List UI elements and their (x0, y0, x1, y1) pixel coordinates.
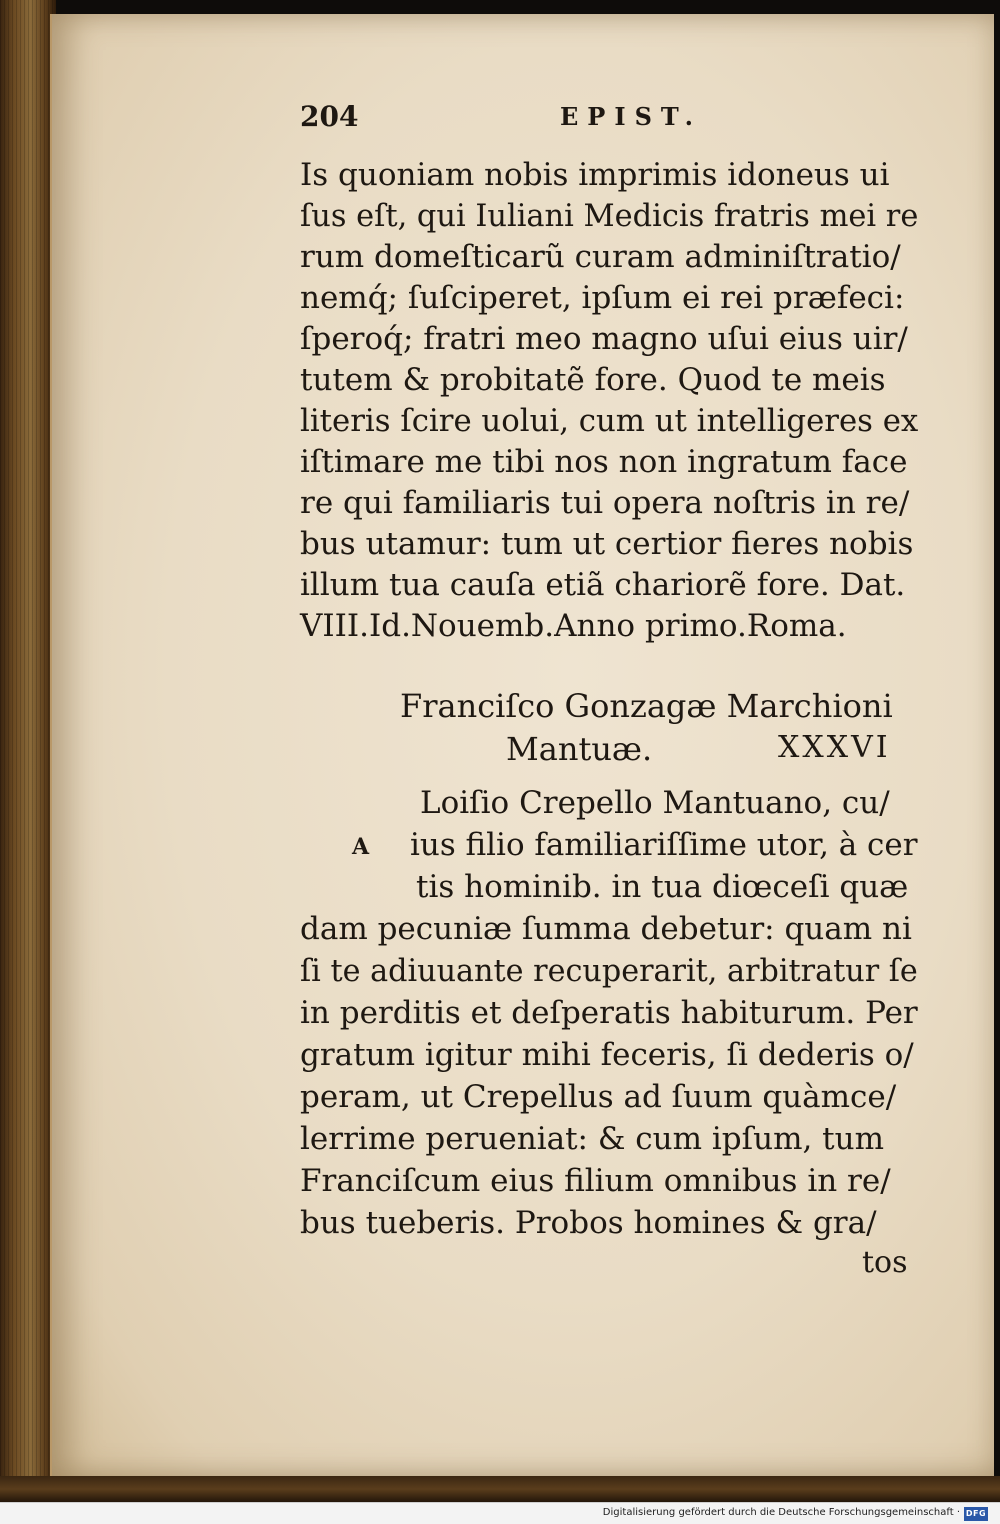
dateline: VIII.Id.Nouemb.Anno primo.Roma. (300, 608, 847, 644)
body-line: in perditis et deſperatis habiturum. Per (300, 995, 918, 1031)
body-line: rum domeſticarũ curam adminiſtratio/ (300, 239, 901, 275)
body-line: lerrime perueniat: & cum ipſum, tum (300, 1121, 884, 1157)
letter-heading-line-2: Mantuæ. (506, 730, 653, 768)
book-block-edge (0, 0, 56, 1500)
body-line: tutem & probitatẽ fore. Quod te meis (300, 362, 886, 398)
body-line: Is quoniam nobis imprimis idoneus ui (300, 157, 890, 193)
body-line: literis ſcire uolui, cum ut intelligeres ex (300, 403, 919, 439)
dfg-logo-icon: DFG (964, 1507, 988, 1521)
margin-letter: A (352, 834, 370, 860)
body-line: illum tua cauſa etiã chariorẽ fore. Dat. (300, 567, 906, 603)
letter-heading-line-1: Franciſco Gonzagæ Marchioni (400, 687, 893, 725)
page-number: 204 (300, 100, 359, 133)
body-line: nemq́; ſuſciperet, ipſum ei rei præfeci: (300, 280, 905, 316)
letter-number: XXXVI (778, 730, 891, 765)
body-line: ſus eſt, qui Iuliani Medicis fratris mei re (300, 198, 919, 234)
body-line: gratum igitur mihi feceris, ſi dederis o/ (300, 1037, 914, 1073)
body-line: iſtimare me tibi nos non ingratum face (300, 444, 908, 480)
running-head: EPIST. (560, 102, 703, 131)
body-line: Franciſcum eius filium omnibus in re/ (300, 1163, 891, 1199)
body-line: Loiſio Crepello Mantuano, cu/ (420, 785, 890, 821)
body-line: ius filio familiariſſime utor, à cer (410, 827, 918, 863)
footer-credit: Digitalisierung gefördert durch die Deutsche Forschungsgemeinschaft · (602, 1507, 960, 1518)
footer-bar (0, 1502, 1000, 1524)
body-line: ſperoq́; fratri meo magno uſui eius uir/ (300, 321, 908, 357)
body-line: bus utamur: tum ut certior fieres nobis (300, 526, 914, 562)
body-line: tis hominib. in tua diœceſi quæ (416, 869, 909, 905)
body-line: ſi te adiuuante recuperarit, arbitratur ſe (300, 953, 918, 989)
body-line: bus tueberis. Probos homines & gra/ (300, 1205, 877, 1241)
catchword: tos (862, 1245, 908, 1280)
book-cover-edge (0, 1476, 1000, 1502)
body-line: peram, ut Crepellus ad ſuum quàmce/ (300, 1079, 897, 1115)
body-line: dam pecuniæ ſumma debetur: quam ni (300, 911, 912, 947)
body-line: re qui familiaris tui opera noſtris in re/ (300, 485, 910, 521)
